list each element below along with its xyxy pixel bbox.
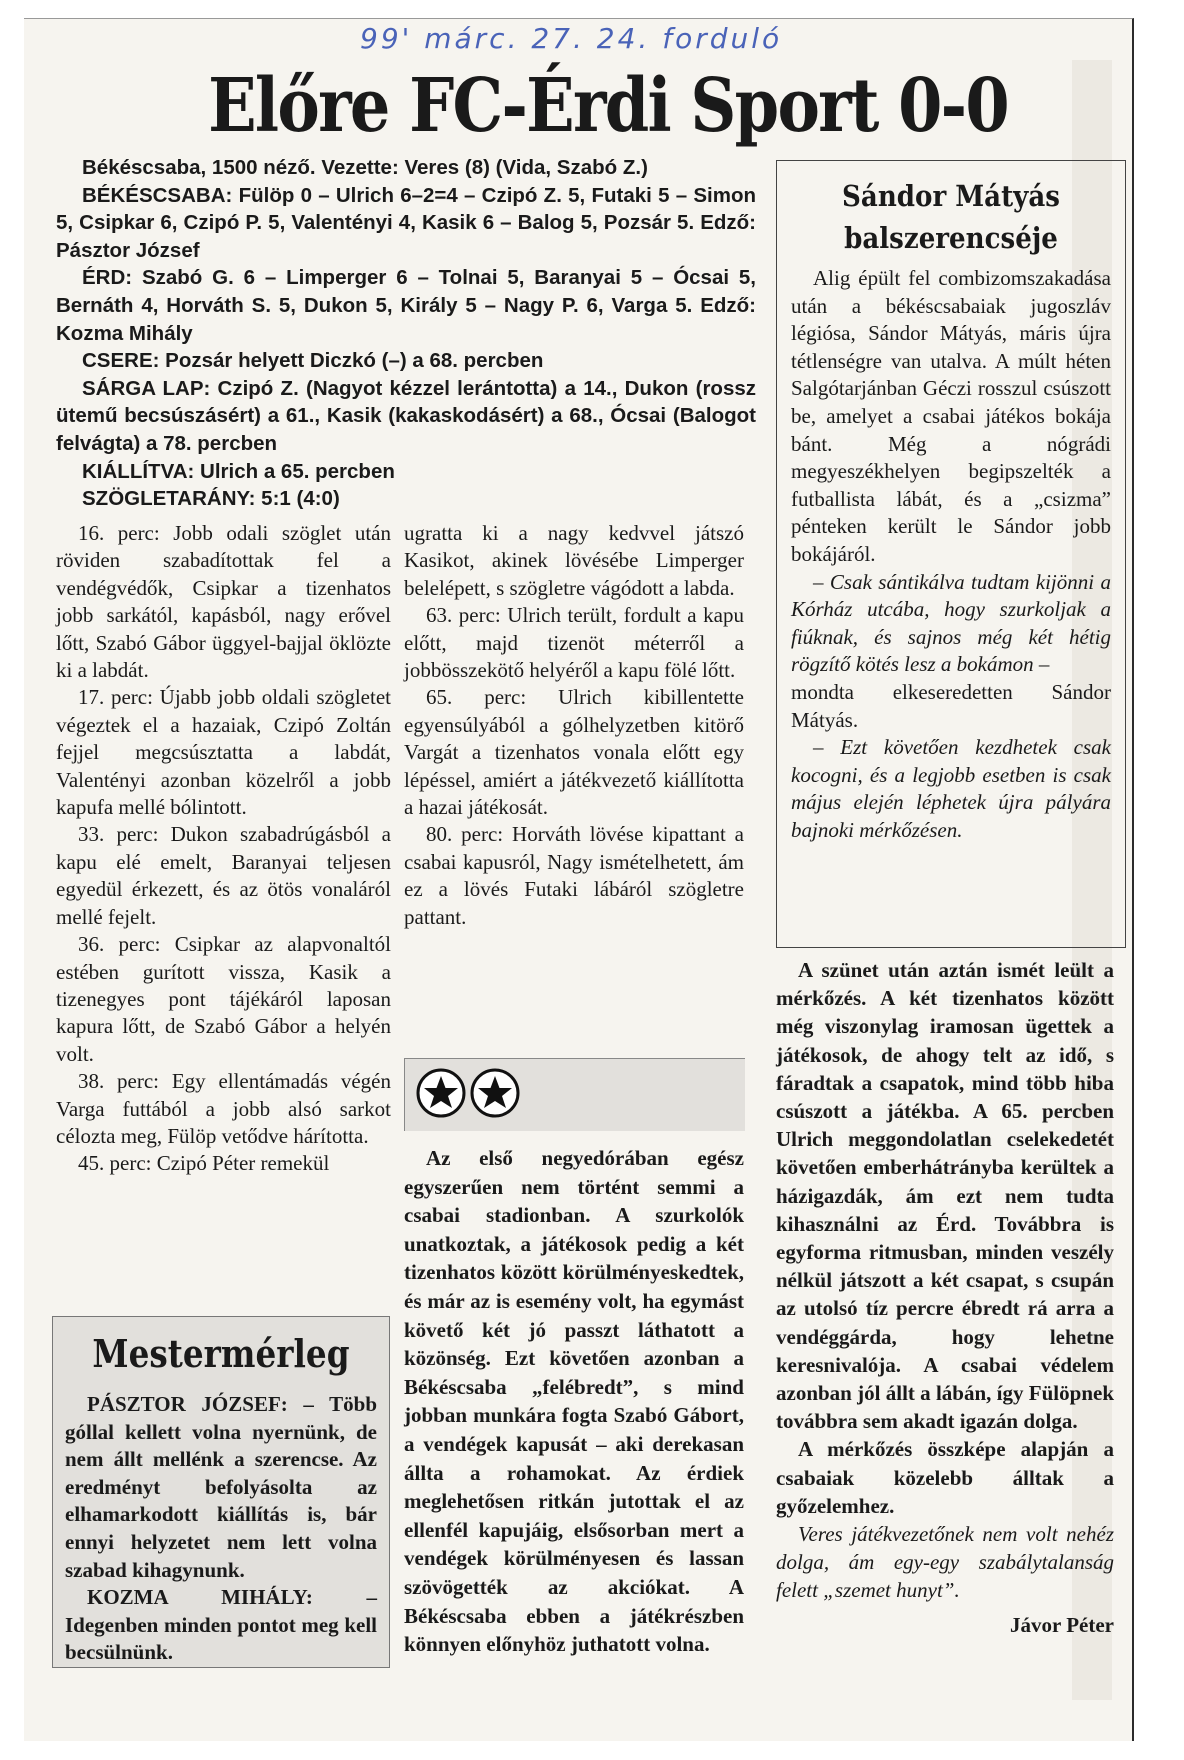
corner-ratio: SZÖGLETARÁNY: 5:1 (4:0) bbox=[82, 487, 340, 511]
event-paragraph: ugratta ki a nagy kedvvel játszó Kasikot, akinek lövésébe Limperger belelépett, s szögletre vágódott a labda. bbox=[404, 521, 744, 600]
yellow-cards: SÁRGA LAP: Czipó Z. (Nagyot kézzel lerántotta) a 14., Dukon (rossz ütemű becsúszásért) a 61., Kasik (kakaskodásért) a 68., Ócsai (Balogot felvágta) a 78. percben bbox=[56, 376, 756, 455]
event-paragraph: 38. perc: Egy ellentámadás végén Varga futtából a jobb alsó sarkot célozta meg, Fülöp vetődve hárította. bbox=[56, 1069, 391, 1148]
summary-paragraph: Az első negyedórában egész egyszerűen nem történt semmi a csabai stadionban. A szurkolók unatkoztak, a játékosok pedig a két tizenhatos között körülményeskedtek, és már az is esemény volt, ha egymást követő két jó passzt láthatott a közönség. Ezt követően azonban a Békéscsaba „felébredt”, s mind jobban munkára fogta Szabó Gábort, a vendégek kapusát – aki derekasan állta a rohamokat. Az érdiek meglehetősen ritkán jutottak el az ellenfél kapujáig, elsősorban mert a vendégek körülményesen és lassan szövögették az akciókat. A Békéscsaba ebben a játékrészben könnyen előnyhöz juthatott volna. bbox=[404, 1146, 744, 1657]
event-paragraph: 17. perc: Újabb jobb oldali szögletet végeztek el a hazaiak, Czipó Zoltán fejjel megcsúsztatta a labdát, Valentényi azonban közelről a jobb kapufa mellé bólintott. bbox=[56, 685, 391, 820]
away-lineup: ÉRD: Szabó G. 6 – Limperger 6 – Tolnai 5, Baranyai 5 – Ócsai 5, Bernáth 4, Horváth S. 5, Dukon 5, Király 5 – Nagy P. 6, Varga 5. Edző: Kozma Mihály bbox=[56, 266, 756, 345]
second-half-summary bbox=[776, 956, 1114, 1639]
sidebar-body bbox=[791, 265, 1111, 844]
red-card: KIÁLLÍTVA: Ulrich a 65. percben bbox=[82, 459, 395, 483]
sidebar-quote: – Csak sántikálva tudtam kijönni a Kórház utcába, hogy szurkoljak a fiúknak, és sajnos még két hétig rögzítő kötés lesz a bokámon – bbox=[791, 569, 1111, 677]
coach-quotes-body bbox=[65, 1391, 377, 1667]
summary-paragraph: A mérkőzés összképe alapján a csabaiak közelebb álltak a győzelemhez. bbox=[776, 1437, 1114, 1518]
coach-quote: KOZMA MIHÁLY: – Idegenben minden pontot meg kell becsülnünk. bbox=[65, 1585, 377, 1665]
first-half-summary bbox=[404, 1144, 744, 1659]
match-events-column-1 bbox=[56, 520, 391, 1178]
match-events-column-2 bbox=[404, 520, 744, 931]
coach-quotes-title: Mestermérleg bbox=[92, 1331, 350, 1376]
handwritten-note: 99' márc. 27. 24. forduló bbox=[360, 22, 783, 55]
sidebar-paragraph: Alig épült fel combizomszakadása után a békéscsabaiak jugoszláv légiósa, Sándor Mátyás, máris újra tétlenségre van utalva. A múlt héten Salgótarjánban Géczi rosszul csúszott be, amelyet a csabai játékos bokája bánt. Még a nógrádi megyeszékhelyen begipszelték a futballista lábát, és a „csizma” pénteken került le Sándor jobb bokájáról. bbox=[791, 266, 1111, 566]
star-rating-icon bbox=[415, 1067, 467, 1119]
summary-paragraph: Veres játékvezetőnek nem volt nehéz dolga, ám egy-egy szabálytalanság felett „szemet hunyt”. bbox=[776, 1522, 1114, 1603]
match-lineup bbox=[56, 154, 756, 513]
event-paragraph: 45. perc: Czipó Péter remekül bbox=[78, 1151, 330, 1176]
sidebar-article bbox=[776, 160, 1126, 948]
coach-quotes-box bbox=[52, 1316, 390, 1668]
headline: Előre FC-Érdi Sport 0-0 bbox=[208, 63, 1008, 149]
coach-quote: PÁSZTOR JÓZSEF: – Több góllal kellett volna nyernünk, de nem állt mellénk a szerencse. Az eredményt befolyásolta az elhamarkodott kiállítás is, bár ennyi helyzetet nem lett volna szabad kihagynunk. bbox=[65, 1392, 377, 1582]
star-rating-icon bbox=[469, 1067, 521, 1119]
substitution: CSERE: Pozsár helyett Diczkó (–) a 68. percben bbox=[82, 349, 544, 373]
sidebar-title-line: Sándor Mátyás bbox=[842, 179, 1060, 213]
sidebar-title bbox=[794, 175, 1107, 259]
home-lineup: BÉKÉSCSABA: Fülöp 0 – Ulrich 6–2=4 – Czipó Z. 5, Futaki 5 – Simon 5, Csipkar 6, Czipó P. 5, Valentényi 4, Kasik 6 – Balog 5, Pozsár 5. Edző: Pásztor József bbox=[56, 183, 756, 262]
summary-paragraph: A szünet után aztán ismét leült a mérkőzés. A két tizenhatos között még viszonylag iramosan ügettek a játékosok, de ahogy telt az idő, s fáradtak a csapatok, mind több hiba csúszott a játékba. A 65. percben Ulrich meggondolatlan cselekedetét követően emberhátrányba kerültek a házigazdák, ám ezt nem tudta kihasználni az Érd. Továbbra is egyforma ritmusban, minden veszély nélkül játszott a két csapat, s csupán az utolsó tíz percre ébredt rá arra a vendéggárda, hogy lehetne keresnivalója. A csabai védelem azonban jól állt a lábán, így Fülöpnek továbbra sem akadt igazán dolga. bbox=[776, 958, 1114, 1434]
event-paragraph: 16. perc: Jobb odali szöglet után röviden szabadítottak fel a vendégvédők, Csipkar a tizenhatos jobb sarkától, kapásból, nagy erővel lőtt, Szabó Gábor üggyel-bajjal öklözte ki a labdát. bbox=[56, 521, 391, 683]
rating-stars-box bbox=[404, 1058, 745, 1131]
event-paragraph: 33. perc: Dukon szabadrúgásból a kapu elé emelt, Baranyai teljesen egyedül érkezett, és az ötös vonaláról mellé fejelt. bbox=[56, 822, 391, 929]
event-paragraph: 36. perc: Csipkar az alapvonaltól estében gurított vissza, Kasik a tizenegyes pont tájékáról laposan kapura lőtt, de Szabó Gábor a helyén volt. bbox=[56, 932, 391, 1066]
event-paragraph: 80. perc: Horváth lövése kipattant a csabai kapusról, Nagy ismételhetett, ám ez a lövés Futaki lábáról szögletre pattant. bbox=[404, 822, 744, 929]
event-paragraph: 63. perc: Ulrich terült, fordult a kapu előtt, majd tizenöt méterről a jobbösszekötő helyéről a kapu fölé lőtt. bbox=[404, 603, 744, 683]
sidebar-title-line: balszerencséje bbox=[844, 221, 1058, 255]
author-byline: Jávor Péter bbox=[1010, 1612, 1114, 1637]
match-info: Békéscsaba, 1500 néző. Vezette: Veres (8) (Vida, Szabó Z.) bbox=[82, 156, 648, 179]
event-paragraph: 65. perc: Ulrich kibillentette egyensúlyából a gólhelyzetben kitörő Vargát a tizenhatos vonala előtt egy lépéssel, amiért a játékvezető kiállította a hazai játékosát. bbox=[404, 685, 744, 820]
sidebar-quote: – Ezt követően kezdhetek csak kocogni, és a legjobb esetben is csak május elején léphetek újra pályára bajnoki mérkőzésen. bbox=[791, 735, 1111, 842]
sidebar-paragraph: mondta elkeseredetten Sándor Mátyás. bbox=[791, 679, 1111, 732]
